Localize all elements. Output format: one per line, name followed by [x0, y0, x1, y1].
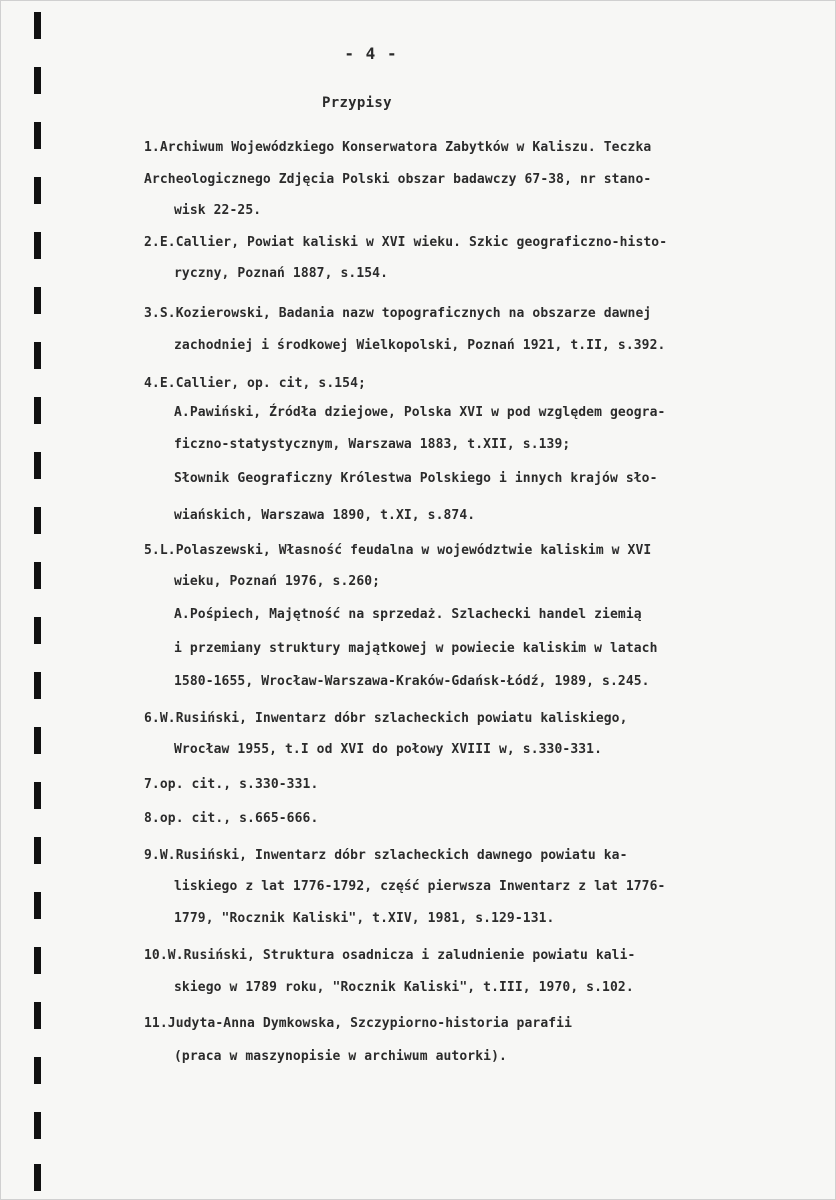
footnote-line: wisk 22-25.	[174, 203, 262, 218]
footnote-line: 1580-1655, Wrocław-Warszawa-Kraków-Gdańsk-Łódź, 1989, s.245.	[174, 674, 650, 689]
footnote-line: A.Pawiński, Źródła dziejowe, Polska XVI w pod względem geogra-	[174, 405, 666, 420]
footnote-line: Archeologicznego Zdjęcia Polski obszar badawczy 67-38, nr stano-	[144, 172, 652, 187]
footnote-line: 7.op. cit., s.330-331.	[144, 777, 319, 792]
footnote-line: wiańskich, Warszawa 1890, t.XI, s.874.	[174, 508, 476, 523]
footnote-line: zachodniej i środkowej Wielkopolski, Poznań 1921, t.II, s.392.	[174, 338, 666, 353]
footnote-line: ficzno-statystycznym, Warszawa 1883, t.XII, s.139;	[174, 437, 571, 452]
footnote-line: 5.L.Polaszewski, Własność feudalna w województwie kaliskim w XVI	[144, 543, 652, 558]
footnote-line: Słownik Geograficzny Królestwa Polskiego i innych krajów sło-	[174, 471, 658, 486]
footnote-line: 8.op. cit., s.665-666.	[144, 811, 319, 826]
footnote-line: 10.W.Rusiński, Struktura osadnicza i zaludnienie powiatu kali-	[144, 948, 636, 963]
footnote-line: 1779, "Rocznik Kaliski", t.XIV, 1981, s.129-131.	[174, 911, 555, 926]
footnote-line: 2.E.Callier, Powiat kaliski w XVI wieku. Szkic geograficzno-histo-	[144, 235, 668, 250]
page-number: - 4 -	[344, 44, 398, 63]
footnote-line: A.Pośpiech, Majętność na sprzedaż. Szlachecki handel ziemią	[174, 607, 642, 622]
footnote-line: ryczny, Poznań 1887, s.154.	[174, 266, 389, 281]
footnote-line: 3.S.Kozierowski, Badania nazw topograficznych na obszarze dawnej	[144, 306, 652, 321]
footnote-line: skiego w 1789 roku, "Rocznik Kaliski", t.III, 1970, s.102.	[174, 980, 634, 995]
footnote-line: wieku, Poznań 1976, s.260;	[174, 574, 381, 589]
footnote-line: liskiego z lat 1776-1792, część pierwsza Inwentarz z lat 1776-	[174, 879, 666, 894]
footnote-line: 9.W.Rusiński, Inwentarz dóbr szlacheckich dawnego powiatu ka-	[144, 848, 628, 863]
footnotes-heading: Przypisy	[322, 95, 392, 111]
footnote-line: (praca w maszynopisie w archiwum autorki).	[174, 1049, 507, 1064]
footnote-line: 11.Judyta-Anna Dymkowska, Szczypiorno-historia parafii	[144, 1016, 573, 1031]
footnote-line: Wrocław 1955, t.I od XVI do połowy XVIII w, s.330-331.	[174, 742, 603, 757]
footnote-line: 1.Archiwum Wojewódzkiego Konserwatora Zabytków w Kaliszu. Teczka	[144, 140, 652, 155]
footnote-line: 4.E.Callier, op. cit, s.154;	[144, 376, 366, 391]
footnote-line: 6.W.Rusiński, Inwentarz dóbr szlacheckich powiatu kaliskiego,	[144, 711, 628, 726]
footnote-line: i przemiany struktury majątkowej w powiecie kaliskim w latach	[174, 641, 658, 656]
